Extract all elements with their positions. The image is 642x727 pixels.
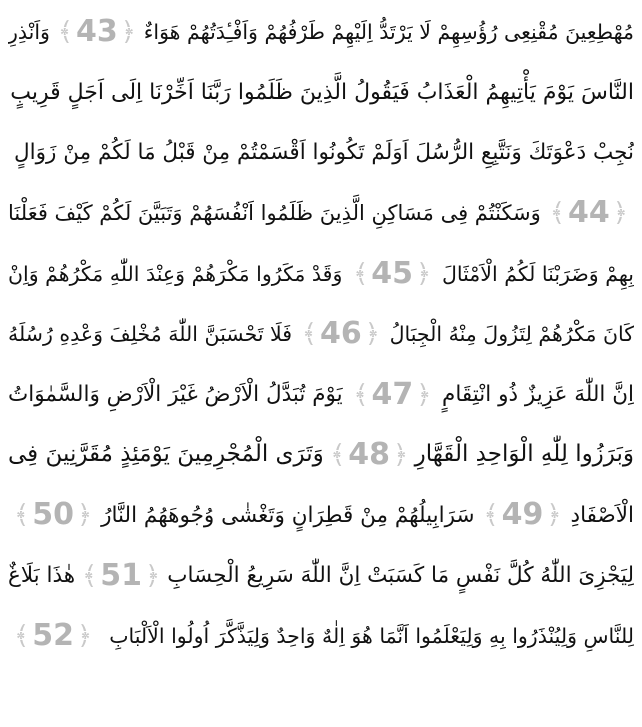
- verse-number: 49: [501, 497, 544, 533]
- verse-number: 50: [32, 497, 74, 533]
- text-line: [8, 183, 634, 243]
- verse-text: كَانَ مَكْرُهُمْ لِتَزُولَ مِنْهُ الْجِبَالُ: [389, 321, 634, 346]
- verse-text: وَقَدْ مَكَرُوا مَكْرَهُمْ وَعِنْدَ اللّٰهِ مَكْرُهُمْ وَاِنْ: [8, 261, 343, 286]
- text-line: [8, 606, 634, 666]
- text-line: [8, 485, 634, 545]
- verse-text: سَرَابِيلُهُمْ مِنْ قَطِرَانٍ وَتَغْشٰى وُجُوهَهُمُ النَّارُ: [101, 502, 475, 528]
- verse-text: يَوْمَ تُبَدَّلُ الْاَرْضُ غَيْرَ الْاَرْضِ وَالسَّمٰوَاتُ: [8, 381, 343, 407]
- verse-number: 44: [568, 195, 610, 231]
- verse-bracket-icon: ﴾: [57, 17, 73, 48]
- verse-bracket-icon: ﴾: [549, 198, 566, 229]
- verse-bracket-icon: ﴾: [353, 379, 369, 410]
- verse-bracket-icon: ﴾: [301, 319, 317, 350]
- verse-number-marker: [549, 195, 628, 231]
- verse-bracket-icon: ﴿: [416, 258, 432, 289]
- verse-bracket-icon: ﴾: [483, 500, 499, 531]
- verse-bracket-icon: ﴿: [612, 198, 628, 229]
- verse-number-marker: [330, 436, 409, 472]
- verse-number: 47: [371, 376, 414, 412]
- verse-number-marker: [353, 376, 432, 412]
- verse-text: اِنَّ اللّٰهَ عَزِيزٌ ذُو انْتِقَامٍ: [442, 381, 634, 407]
- verse-number: 51: [100, 557, 143, 593]
- verse-bracket-icon: ﴿: [393, 439, 409, 470]
- verse-bracket-icon: ﴾: [14, 500, 30, 531]
- verse-text: وَسَكَنْتُمْ فِى مَسَاكِنِ الَّذِينَ ظَلَمُوا اَنْفُسَهُمْ وَتَبَيَّنَ لَكُمْ كَيْفَ فَعَلْنَا: [8, 200, 541, 225]
- text-line: [8, 304, 634, 364]
- verse-bracket-icon: ﴾: [82, 560, 98, 591]
- verse-number-marker: [353, 255, 432, 291]
- verse-bracket-icon: ﴾: [353, 258, 369, 289]
- verse-text: مُهْطِعِينَ مُقْنِعِى رُؤُسِهِمْ لَا يَرْتَدُّ اِلَيْهِمْ طَرْفُهُمْ وَاَفْـِٔدَتُهُمْ هَوَاءٌ: [143, 19, 634, 44]
- verse-number-marker: [14, 618, 93, 654]
- verse-text: وَبَرَزُوا لِلّٰهِ الْوَاحِدِ الْقَهَّارِ: [414, 441, 634, 468]
- verse-text: نُجِبْ دَعْوَتَكَ وَنَتَّبِعِ الرُّسُلَ اَوَلَمْ تَكُونُوا اَقْسَمْتُمْ مِنْ قَبْلُ مَا لَكُمْ مِنْ زَوَالٍ: [14, 140, 634, 166]
- verse-bracket-icon: ﴾: [14, 621, 30, 652]
- text-line: [8, 123, 634, 183]
- verse-bracket-icon: ﴿: [76, 621, 93, 652]
- verse-text: هٰذَا بَلَاغٌ: [8, 562, 76, 588]
- text-line: [8, 425, 634, 485]
- verse-bracket-icon: ﴿: [416, 379, 432, 410]
- verse-text: النَّاسَ يَوْمَ يَأْتِيهِمُ الْعَذَابُ فَيَقُولُ الَّذِينَ ظَلَمُوا رَبَّنَا اَخِّرْنَا اِلَى اَجَلٍ قَرِيبٍ: [10, 79, 634, 105]
- verse-bracket-icon: ﴿: [546, 500, 562, 531]
- verse-text: بِهِمْ وَضَرَبْنَا لَكُمُ الْاَمْثَالَ: [441, 261, 634, 286]
- text-line: [8, 244, 634, 304]
- verse-number-marker: [14, 497, 93, 533]
- text-line: [8, 364, 634, 424]
- verse-number: 46: [319, 316, 362, 352]
- verse-bracket-icon: ﴿: [364, 319, 380, 350]
- verse-bracket-icon: ﴾: [330, 439, 346, 470]
- verse-bracket-icon: ﴿: [120, 17, 136, 48]
- verse-number: 48: [348, 436, 391, 472]
- verse-text: وَاَنْذِرِ: [8, 19, 50, 44]
- verse-number-marker: [301, 316, 380, 352]
- text-line: [8, 2, 634, 62]
- verse-text: لِيَجْزِىَ اللّٰهُ كُلَّ نَفْسٍ مَا كَسَبَتْ اِنَّ اللّٰهَ سَرِيعُ الْحِسَابِ: [167, 562, 634, 588]
- text-line: [8, 62, 634, 122]
- verse-bracket-icon: ﴿: [145, 560, 161, 591]
- verse-number: 45: [371, 255, 414, 291]
- verse-text: لِلنَّاسِ وَلِيُنْذَرُوا بِهِ وَلِيَعْلَمُوا اَنَّمَا هُوَ اِلٰهٌ وَاحِدٌ وَلِيَذَّكَّرَ اُولُوا الْاَلْبَابِ: [109, 623, 634, 648]
- text-line: [8, 546, 634, 606]
- verse-number-marker: [82, 557, 161, 593]
- verse-text: وَتَرَى الْمُجْرِمِينَ يَوْمَئِذٍ مُقَرَّنِينَ فِى: [8, 441, 324, 468]
- verse-text: فَلَا تَحْسَبَنَّ اللّٰهَ مُخْلِفَ وَعْدِهِ رُسُلَهُ: [8, 321, 293, 346]
- verse-number: 52: [32, 618, 74, 654]
- verse-number-marker: [483, 497, 562, 533]
- verse-number-marker: [57, 14, 136, 50]
- verse-number: 43: [75, 14, 118, 50]
- verse-text: الْاَصْفَادِ: [570, 502, 634, 528]
- verse-bracket-icon: ﴿: [77, 500, 93, 531]
